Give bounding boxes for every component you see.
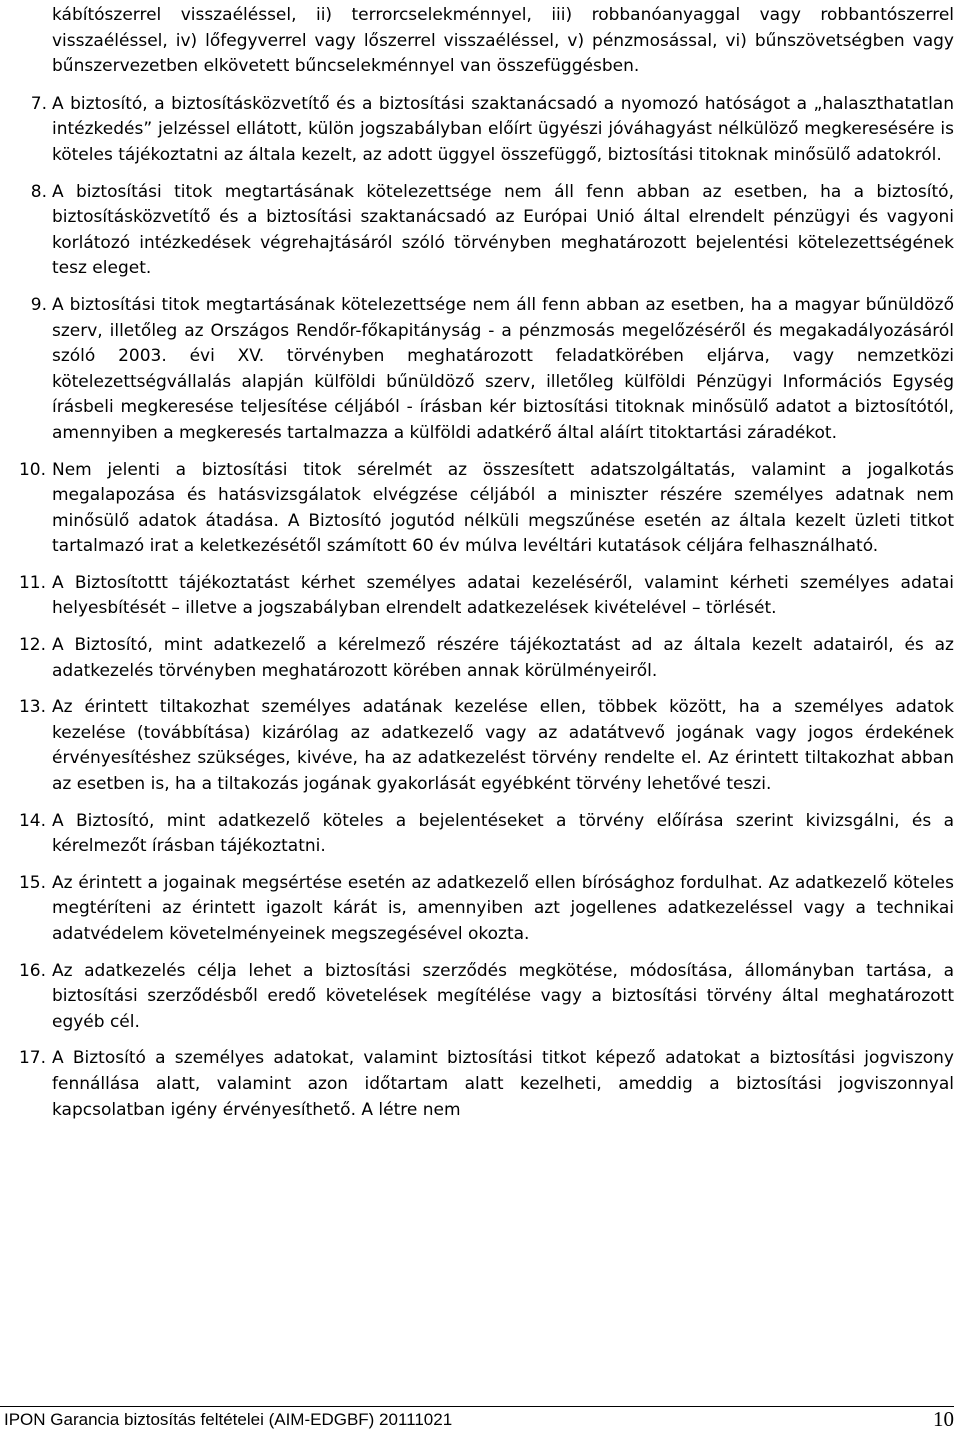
list-item-7 <box>30 92 954 169</box>
item-number: 11. <box>18 572 46 593</box>
item-text: A biztosítási titok megtartásának kötelezettsége nem áll fenn abban az esetben, ha a biztosító, biztosításközvetítő és a biztosítási szaktanácsadó az Európai Unió által elrendelt pénzügyi és vagyoni korlátozó intézkedések végrehajtásáról szóló törvényben meghatározott bejelentési kötelezettségének tesz eleget. <box>52 181 954 279</box>
list-item-8 <box>30 180 954 282</box>
list-item-15 <box>18 871 954 948</box>
item-number: 8. <box>30 181 47 202</box>
item-text: Az adatkezelés célja lehet a biztosítási szerződés megkötése, módosítása, állományban tartása, a biztosítási szerződésből eredő követelések megítélése vagy a biztosítási törvény által meghatározott egyéb cél. <box>52 960 954 1032</box>
item-number: 13. <box>18 697 46 718</box>
intro-paragraph: kábítószerrel visszaéléssel, ii) terrorcselekménnyel, iii) robbanóanyaggal vagy robbantószerrel visszaéléssel, iv) lőfegyverrel vagy lőszerrel visszaéléssel, v) pénzmosással, vi) bűnszövetségben vagy bűnszervezetben elkövetett bűncselekménnyel van összefüggésben. <box>52 5 954 77</box>
list-item-16 <box>18 959 954 1036</box>
item-number: 14. <box>18 810 46 831</box>
item-text: Az érintett a jogainak megsértése esetén az adatkezelő ellen bírósághoz fordulhat. Az adatkezelő köteles megtéríteni az érintett igazolt kárát is, amennyiben azt jogellenes adatkezeléssel vagy a technikai adatvédelem követelményeinek megszegésével okozta. <box>52 872 954 944</box>
item-number: 17. <box>18 1048 46 1069</box>
item-number: 9. <box>30 294 47 315</box>
list-item-11 <box>18 571 954 622</box>
item-number: 7. <box>30 93 47 114</box>
list-item-9 <box>30 293 954 447</box>
item-text: A biztosító, a biztosításközvetítő és a biztosítási szaktanácsadó a nyomozó hatóságot a „halaszthatatlan intézkedés” jelzéssel ellátott, külön jogszabályban előírt ügyészi jóváhagyást nélkülöző megkeresésére is köteles tájékoztatni az általa kezelt, az adott üggyel összefüggő, biztosítási titoknak minősülő adatokról. <box>52 93 954 165</box>
list-item-13 <box>18 695 954 797</box>
list-item-14 <box>18 809 954 860</box>
item-text: A biztosítási titok megtartásának kötelezettsége nem áll fenn abban az esetben, ha a magyar bűnüldöző szerv, illetőleg az Országos Rendőr-főkapitányság - a pénzmosás megelőzéséről és megakadályozásáról szóló 2003. évi XV. törvényben meghatározott feladatkörében eljárva, vagy nemzetközi kötelezettségvállalás alapján külföldi bűnüldöző szerv, illetőleg külföldi Pénzügyi Információs Egység írásbeli megkeresése teljesítése céljából - írásban kér biztosítási titoknak minősülő adatot a biztosítótól, amennyiben a megkeresés tartalmazza a külföldi adatkérő által aláírt titoktartási záradékot. <box>52 294 954 443</box>
item-text: Nem jelenti a biztosítási titok sérelmét az összesített adatszolgáltatás, valamint a jogalkotás megalapozása és hatásvizsgálatok elvégzése céljából a miniszter részére személyes adatnak nem minősülő adatok átadása. A Biztosító jogutód nélküli megszűnése esetén az általa kezelt üzleti titkot tartalmazó irat a keletkezésétől számított 60 év múlva levéltári kutatások céljára felhasználható. <box>52 459 954 557</box>
item-number: 12. <box>18 635 46 656</box>
list-item-10 <box>18 458 954 560</box>
item-number: 16. <box>18 960 46 981</box>
page-footer <box>0 1406 954 1433</box>
page-number: 10 <box>933 1407 954 1431</box>
list-item-17 <box>18 1046 954 1123</box>
item-text: A Biztosító, mint adatkezelő köteles a bejelentéseket a törvény előírása szerint kivizsgálni, és a kérelmezőt írásban tájékoztatni. <box>52 810 954 857</box>
item-text: A Biztosítottt tájékoztatást kérhet személyes adatai kezeléséről, valamint kérheti személyes adatai helyesbítését – illetve a jogszabályban elrendelt adatkezelések kivételével – törlését. <box>52 572 954 619</box>
footer-title: IPON Garancia biztosítás feltételei (AIM-EDGBF) 20111021 <box>4 1410 453 1429</box>
list-item-12 <box>18 633 954 684</box>
item-text: A Biztosító a személyes adatokat, valamint biztosítási titkot képező adatokat a biztosítási jogviszony fennállása alatt, valamint azon időtartam alatt kezelheti, ameddig a biztosítási jogviszonnyal kapcsolatban igény érvényesíthető. A létre nem <box>52 1048 954 1120</box>
item-number: 15. <box>18 872 46 893</box>
item-text: A Biztosító, mint adatkezelő a kérelmező részére tájékoztatást ad az általa kezelt adatairól, és az adatkezelés törvényben meghatározott körében annak körülményeiről. <box>52 635 954 681</box>
document-page <box>18 0 954 1134</box>
item-number: 10. <box>18 459 46 480</box>
item-text: Az érintett tiltakozhat személyes adatának kezelése ellen, többek között, ha a személyes adatok kezelése (továbbítása) kizárólag az adatkezelő vagy az adatátvevő jogának vagy jogos érdekének érvényesítéshez szükséges, kivéve, ha az adatkezelést törvény rendelte el. Az érintett tiltakozhat abban az esetben is, ha a tiltakozás jogának gyakorlását egyébként törvény lehetővé teszi. <box>52 697 954 795</box>
